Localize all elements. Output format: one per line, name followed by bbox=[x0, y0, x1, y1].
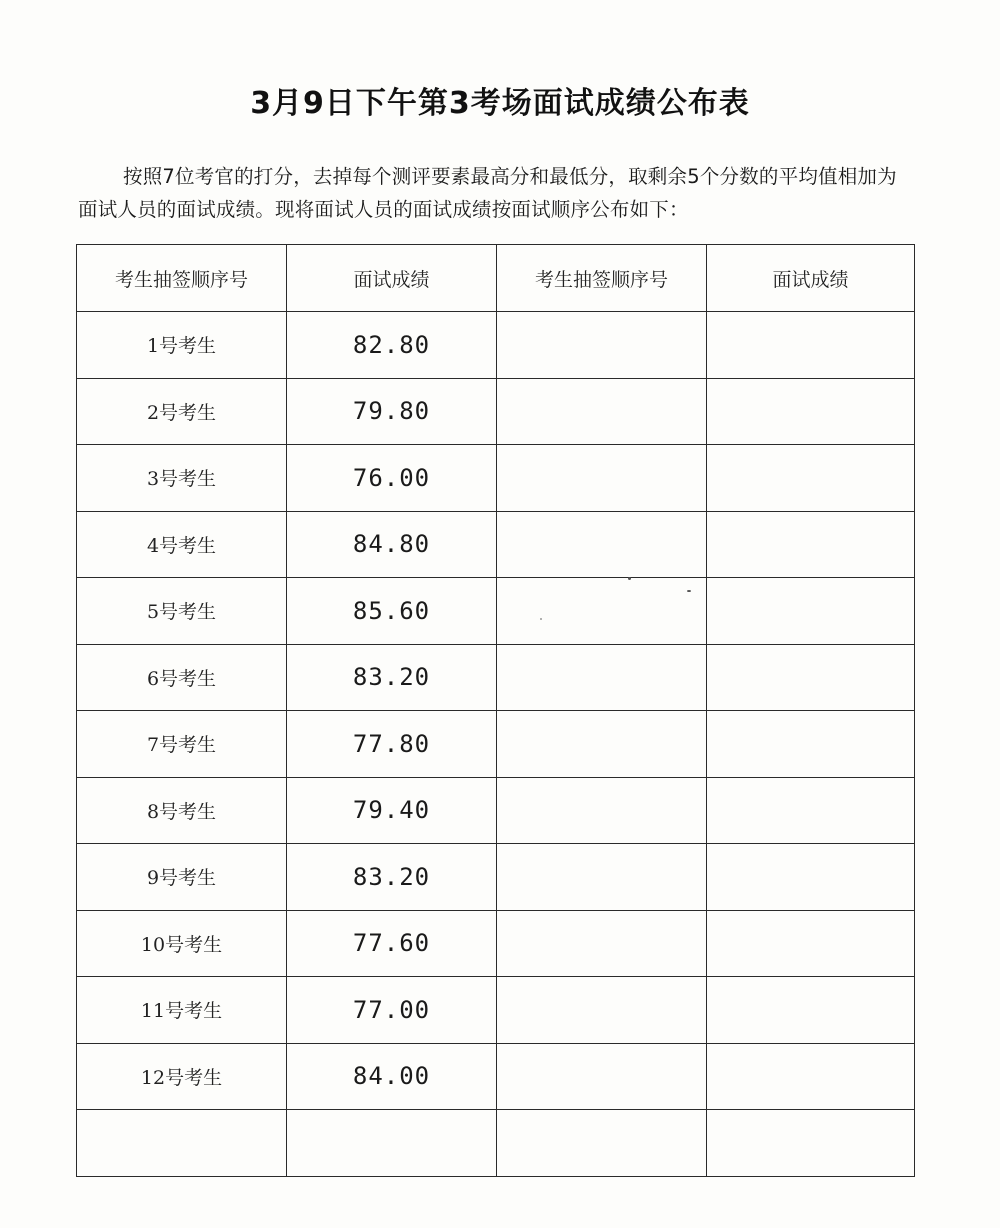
interview-score: 77.60 bbox=[287, 910, 497, 977]
table-row bbox=[77, 777, 915, 844]
candidate-number: 11号考生 bbox=[77, 977, 287, 1044]
interview-score: 77.00 bbox=[287, 977, 497, 1044]
interview-score: 85.60 bbox=[287, 578, 497, 645]
candidate-number: 12号考生 bbox=[77, 1043, 287, 1110]
interview-score-right bbox=[707, 378, 915, 445]
interview-score-right bbox=[707, 711, 915, 778]
interview-score: 84.00 bbox=[287, 1043, 497, 1110]
interview-score: 79.40 bbox=[287, 777, 497, 844]
interview-score-right bbox=[707, 312, 915, 379]
interview-score: 83.20 bbox=[287, 844, 497, 911]
interview-score-right bbox=[707, 1110, 915, 1177]
candidate-number-right bbox=[497, 711, 707, 778]
table-row bbox=[77, 1043, 915, 1110]
interview-score-right bbox=[707, 910, 915, 977]
candidate-number: 10号考生 bbox=[77, 910, 287, 977]
table-row bbox=[77, 378, 915, 445]
candidate-number: 6号考生 bbox=[77, 644, 287, 711]
table-row bbox=[77, 711, 915, 778]
scan-speck bbox=[628, 577, 631, 580]
interview-score bbox=[287, 1110, 497, 1177]
candidate-number-right bbox=[497, 777, 707, 844]
interview-score-right bbox=[707, 777, 915, 844]
candidate-number: 4号考生 bbox=[77, 511, 287, 578]
page-title: 3月9日下午第3考场面试成绩公布表 bbox=[250, 86, 750, 121]
candidate-number: 9号考生 bbox=[77, 844, 287, 911]
table-row bbox=[77, 578, 915, 645]
candidate-number: 3号考生 bbox=[77, 445, 287, 512]
candidate-number-right bbox=[497, 578, 707, 645]
interview-score: 77.80 bbox=[287, 711, 497, 778]
intro-paragraph: 按照7位考官的打分，去掉每个测评要素最高分和最低分，取剩余5个分数的平均值相加为面试人员的面试成绩。现将面试人员的面试成绩按面试顺序公布如下： bbox=[78, 165, 897, 221]
interview-score-right bbox=[707, 977, 915, 1044]
candidate-number-right bbox=[497, 445, 707, 512]
scan-speck bbox=[540, 618, 542, 620]
candidate-number-right bbox=[497, 977, 707, 1044]
table-row bbox=[77, 977, 915, 1044]
candidate-number bbox=[77, 1110, 287, 1177]
candidate-number: 2号考生 bbox=[77, 378, 287, 445]
table-header-row bbox=[77, 245, 915, 312]
interview-score: 79.80 bbox=[287, 378, 497, 445]
table-row bbox=[77, 910, 915, 977]
interview-score-right bbox=[707, 445, 915, 512]
header-candidate-number-right: 考生抽签顺序号 bbox=[497, 245, 707, 312]
table-row bbox=[77, 312, 915, 379]
table-row bbox=[77, 644, 915, 711]
table-row bbox=[77, 844, 915, 911]
header-candidate-number-left: 考生抽签顺序号 bbox=[77, 245, 287, 312]
results-table bbox=[76, 244, 915, 1177]
interview-score-right bbox=[707, 844, 915, 911]
candidate-number: 8号考生 bbox=[77, 777, 287, 844]
candidate-number-right bbox=[497, 1110, 707, 1177]
header-score-right: 面试成绩 bbox=[707, 245, 915, 312]
candidate-number-right bbox=[497, 511, 707, 578]
table-row bbox=[77, 445, 915, 512]
candidate-number-right bbox=[497, 312, 707, 379]
interview-score-right bbox=[707, 511, 915, 578]
candidate-number: 1号考生 bbox=[77, 312, 287, 379]
candidate-number: 7号考生 bbox=[77, 711, 287, 778]
interview-score-right bbox=[707, 1043, 915, 1110]
interview-score: 76.00 bbox=[287, 445, 497, 512]
interview-score: 82.80 bbox=[287, 312, 497, 379]
interview-score: 84.80 bbox=[287, 511, 497, 578]
interview-score: 83.20 bbox=[287, 644, 497, 711]
candidate-number-right bbox=[497, 1043, 707, 1110]
interview-score-right bbox=[707, 578, 915, 645]
interview-score-right bbox=[707, 644, 915, 711]
scan-speck bbox=[687, 590, 691, 592]
header-score-left: 面试成绩 bbox=[287, 245, 497, 312]
table-row bbox=[77, 1110, 915, 1177]
candidate-number-right bbox=[497, 644, 707, 711]
table-row bbox=[77, 511, 915, 578]
candidate-number: 5号考生 bbox=[77, 578, 287, 645]
candidate-number-right bbox=[497, 910, 707, 977]
candidate-number-right bbox=[497, 844, 707, 911]
candidate-number-right bbox=[497, 378, 707, 445]
